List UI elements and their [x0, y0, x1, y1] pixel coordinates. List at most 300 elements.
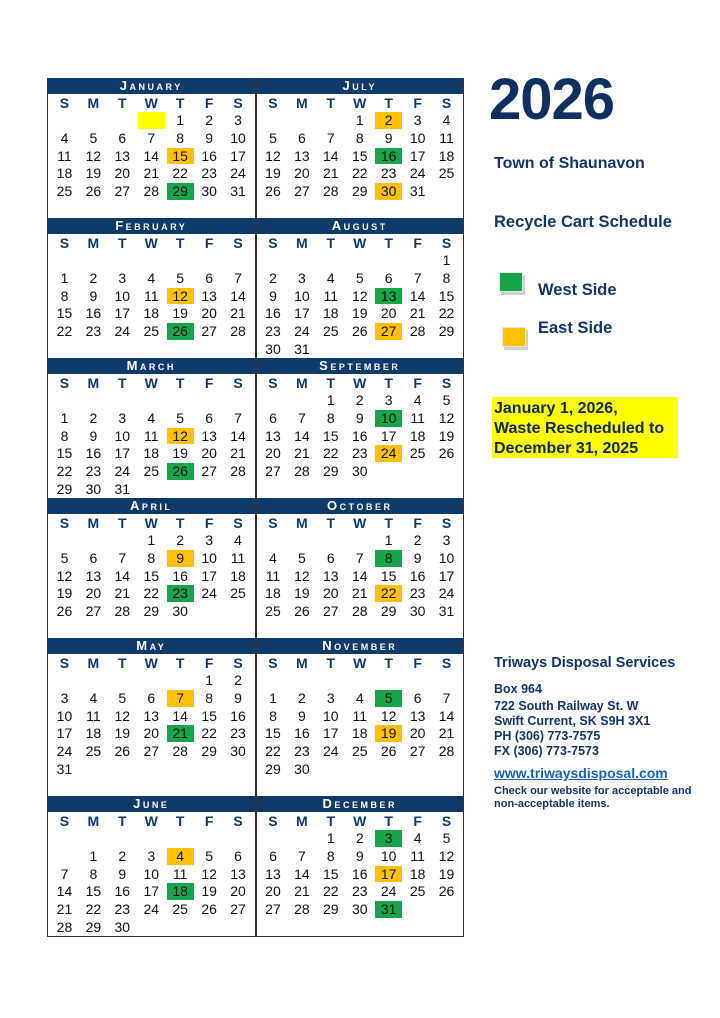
empty-cell: [51, 830, 78, 847]
empty-cell: [288, 112, 315, 129]
weekday-header: S: [268, 235, 278, 251]
day-cell: 15: [380, 567, 397, 584]
day-cell: 17: [114, 445, 131, 462]
weekday-header: S: [268, 375, 278, 391]
day-cell: 6: [413, 689, 422, 706]
day-cell: 6: [384, 269, 393, 286]
day-cell: 30: [409, 602, 426, 619]
weekday-header: T: [384, 655, 393, 671]
empty-cell: [288, 672, 315, 689]
day-cell: 21: [351, 585, 368, 602]
weekday-header: T: [175, 515, 185, 531]
month-june: [48, 796, 257, 936]
month-row: [48, 218, 463, 358]
day-cell: 23: [85, 322, 102, 339]
day-cell: 25: [265, 602, 281, 619]
day-cell-west-pickup: 8: [375, 550, 402, 567]
day-cell: 5: [89, 129, 98, 146]
day-cell: 13: [201, 427, 217, 444]
day-cell: 13: [265, 427, 281, 444]
weekday-header: W: [144, 95, 158, 111]
day-cell: 29: [201, 742, 217, 759]
weekday-header: S: [441, 655, 452, 671]
day-cell: 8: [442, 269, 451, 286]
day-cell-west-pickup: 26: [167, 463, 194, 480]
day-cell: 27: [409, 742, 426, 759]
month-name: February: [48, 218, 255, 234]
day-cell: 17: [230, 147, 246, 164]
day-cell: 14: [230, 287, 246, 304]
day-cell: 4: [89, 689, 98, 706]
empty-cell: [109, 392, 136, 409]
month-name: December: [257, 796, 464, 812]
day-cell: 7: [297, 847, 306, 864]
day-cell: 3: [60, 689, 69, 706]
day-cell-east-pickup: 15: [167, 148, 194, 165]
empty-cell: [260, 532, 287, 549]
day-cell: 21: [438, 725, 455, 742]
day-cell: 25: [409, 883, 426, 900]
empty-cell: [80, 392, 107, 409]
day-cell: 18: [143, 445, 160, 462]
day-cell: 3: [118, 269, 127, 286]
reschedule-notice: [492, 397, 678, 458]
weekday-header: T: [326, 235, 336, 251]
day-cell: 4: [413, 830, 422, 847]
day-cell: 18: [323, 305, 339, 322]
day-cell: 16: [351, 427, 368, 444]
day-cell: 23: [380, 165, 397, 182]
month-march: [48, 358, 257, 498]
day-cell: 9: [89, 427, 98, 444]
day-cell: 26: [85, 182, 102, 199]
day-cell: 28: [323, 182, 339, 199]
day-cell: 18: [230, 567, 246, 584]
day-cell: 3: [413, 112, 422, 129]
day-cell: 14: [172, 707, 188, 724]
day-cell-west-pickup: 18: [167, 883, 194, 900]
weekday-header: M: [87, 515, 100, 531]
day-cell: 1: [355, 112, 364, 129]
day-cell: 7: [355, 549, 364, 566]
day-cell: 9: [384, 129, 393, 146]
month-row: [48, 358, 463, 498]
day-cell: 8: [205, 689, 213, 706]
company-name: Triways Disposal Services: [494, 655, 676, 671]
month-row: [48, 796, 463, 936]
weekday-header: M: [87, 813, 100, 829]
day-cell: 1: [60, 269, 69, 286]
day-cell: 4: [234, 532, 242, 549]
day-cell: 19: [114, 725, 131, 742]
day-cell: 2: [413, 532, 422, 549]
day-cell: 2: [89, 269, 98, 286]
empty-cell: [196, 252, 223, 269]
day-cell: 3: [205, 532, 213, 549]
day-cell: 31: [409, 182, 426, 199]
month-grid: [257, 374, 464, 498]
day-cell: 6: [297, 129, 306, 146]
empty-cell: [225, 392, 252, 409]
day-cell: 22: [265, 742, 281, 759]
empty-cell: [317, 112, 344, 129]
day-cell: 10: [294, 287, 310, 304]
day-cell-west-pickup: 23: [167, 585, 194, 602]
empty-cell: [225, 830, 252, 847]
day-cell: 20: [85, 585, 102, 602]
day-cell: 27: [230, 900, 246, 917]
day-cell: 14: [438, 707, 455, 724]
day-cell: 30: [294, 760, 310, 777]
weekday-header: S: [233, 655, 243, 671]
day-cell: 24: [438, 585, 455, 602]
company-box: Box 964: [494, 682, 542, 696]
day-cell: 4: [442, 112, 451, 129]
day-cell-east-pickup: 12: [167, 428, 194, 445]
weekday-header: T: [175, 813, 185, 829]
day-cell: 7: [234, 409, 242, 426]
day-cell: 11: [439, 129, 454, 146]
day-cell: 28: [294, 900, 310, 917]
day-cell: 5: [355, 269, 364, 286]
day-cell: 26: [201, 900, 217, 917]
day-cell: 4: [60, 129, 69, 146]
weekday-header: S: [59, 235, 70, 251]
day-cell: 23: [85, 462, 102, 479]
day-cell: 1: [205, 672, 213, 689]
day-cell: 11: [352, 707, 368, 724]
day-cell: 17: [201, 567, 217, 584]
weekday-header: W: [144, 375, 158, 391]
empty-cell: [404, 252, 431, 269]
day-cell: 19: [172, 445, 188, 462]
day-cell: 27: [201, 462, 217, 479]
day-cell: 5: [176, 409, 185, 426]
month-december: [257, 796, 464, 936]
day-cell: 1: [326, 392, 335, 409]
west-side-swatch: [499, 272, 523, 292]
day-cell: 20: [265, 883, 281, 900]
day-cell: 11: [410, 847, 425, 864]
day-cell: 22: [143, 585, 160, 602]
weekday-header: F: [204, 515, 214, 531]
day-cell: 22: [351, 165, 368, 182]
day-cell: 26: [380, 742, 397, 759]
day-cell: 28: [230, 462, 246, 479]
month-name: June: [48, 796, 255, 812]
day-cell: 8: [326, 847, 335, 864]
day-cell: 10: [201, 549, 217, 566]
day-cell: 10: [114, 427, 131, 444]
empty-cell: [288, 392, 315, 409]
empty-cell: [288, 532, 315, 549]
day-cell: 19: [351, 305, 368, 322]
weekday-header: W: [144, 235, 158, 251]
day-cell: 20: [201, 305, 217, 322]
day-cell: 9: [297, 707, 306, 724]
weekday-header: F: [413, 655, 422, 671]
day-cell: 13: [323, 567, 339, 584]
day-cell: 30: [230, 742, 246, 759]
empty-cell: [196, 392, 223, 409]
day-cell: 29: [351, 182, 368, 199]
day-cell: 16: [230, 707, 246, 724]
day-cell: 10: [409, 129, 426, 146]
day-cell: 7: [413, 269, 422, 286]
day-cell: 19: [85, 165, 102, 182]
day-cell: 19: [294, 585, 310, 602]
empty-cell: [109, 830, 136, 847]
empty-cell: [375, 672, 402, 689]
day-cell: 16: [294, 725, 310, 742]
weekday-header: F: [413, 235, 422, 251]
empty-cell: [260, 112, 287, 129]
day-cell: 11: [230, 549, 246, 566]
day-cell: 18: [85, 725, 102, 742]
day-cell: 13: [85, 567, 102, 584]
day-cell: 14: [294, 427, 310, 444]
month-grid: [48, 654, 255, 796]
weekday-header: W: [144, 655, 158, 671]
weekday-header: F: [413, 813, 422, 829]
weekday-header: W: [144, 515, 158, 531]
day-cell: 1: [326, 830, 335, 847]
weekday-header: T: [118, 95, 127, 111]
day-cell: 11: [323, 287, 339, 304]
day-cell: 6: [234, 847, 242, 864]
day-cell: 27: [265, 462, 281, 479]
day-cell-west-pickup: 29: [167, 183, 194, 200]
day-cell: 17: [294, 305, 310, 322]
weekday-header: F: [204, 375, 214, 391]
weekday-header: T: [175, 95, 185, 111]
weekday-header: M: [296, 655, 308, 671]
day-cell: 12: [114, 707, 131, 724]
day-cell: 18: [265, 585, 281, 602]
day-cell: 11: [143, 427, 159, 444]
day-cell: 15: [323, 865, 339, 882]
day-cell: 30: [351, 462, 368, 479]
day-cell: 29: [265, 760, 281, 777]
day-cell: 28: [294, 462, 310, 479]
day-cell: 25: [172, 900, 188, 917]
empty-cell: [109, 252, 136, 269]
day-cell: 3: [147, 847, 156, 864]
weekday-header: S: [59, 813, 70, 829]
day-cell: 16: [409, 567, 426, 584]
day-cell: 16: [85, 305, 102, 322]
day-cell: 21: [323, 165, 339, 182]
day-cell: 2: [205, 112, 213, 129]
day-cell: 4: [413, 392, 422, 409]
day-cell: 16: [172, 567, 188, 584]
empty-cell: [225, 252, 252, 269]
day-cell: 28: [438, 742, 455, 759]
day-cell-east-pickup: 19: [375, 725, 402, 742]
month-february: [48, 218, 257, 358]
day-cell: 12: [294, 567, 310, 584]
rescheduled-cell: [138, 112, 165, 129]
day-cell: 20: [294, 165, 310, 182]
day-cell: 9: [269, 287, 277, 304]
company-fax: FX (306) 773-7573: [494, 744, 599, 758]
day-cell: 2: [355, 830, 364, 847]
weekday-header: T: [118, 235, 127, 251]
month-name: September: [257, 358, 464, 374]
day-cell: 3: [118, 409, 127, 426]
month-grid: [257, 94, 464, 218]
day-cell: 6: [269, 847, 277, 864]
day-cell: 11: [143, 287, 159, 304]
day-cell: 28: [143, 182, 160, 199]
day-cell: 30: [114, 918, 131, 935]
day-cell: 11: [410, 409, 425, 426]
day-cell: 24: [201, 585, 217, 602]
day-cell: 26: [114, 742, 131, 759]
day-cell: 20: [265, 445, 281, 462]
weekday-header: S: [441, 95, 452, 111]
day-cell-west-pickup: 26: [167, 323, 194, 340]
day-cell: 2: [89, 409, 98, 426]
day-cell: 2: [269, 269, 277, 286]
day-cell: 26: [265, 182, 281, 199]
weekday-header: T: [118, 375, 127, 391]
day-cell: 21: [230, 445, 246, 462]
empty-cell: [288, 830, 315, 847]
empty-cell: [167, 672, 194, 689]
day-cell-east-pickup: 4: [167, 848, 194, 865]
day-cell: 27: [201, 322, 217, 339]
month-row: [48, 498, 463, 638]
month-may: [48, 638, 257, 796]
month-grid: [257, 812, 464, 936]
day-cell: 30: [265, 340, 281, 357]
year-title: 2026: [489, 67, 615, 132]
weekday-header: S: [268, 515, 278, 531]
empty-cell: [196, 830, 223, 847]
schedule-title: Recycle Cart Schedule: [494, 213, 672, 231]
day-cell: 31: [230, 182, 246, 199]
day-cell: 23: [230, 725, 246, 742]
day-cell: 2: [234, 672, 242, 689]
day-cell: 20: [230, 883, 246, 900]
weekday-header: M: [296, 95, 308, 111]
empty-cell: [51, 112, 78, 129]
month-name: July: [257, 78, 464, 94]
day-cell: 29: [85, 918, 102, 935]
month-grid: [257, 654, 464, 796]
day-cell: 1: [147, 532, 156, 549]
day-cell: 12: [438, 409, 455, 426]
day-cell: 8: [269, 707, 277, 724]
day-cell: 20: [380, 305, 397, 322]
month-grid: [48, 374, 255, 498]
day-cell: 14: [351, 567, 368, 584]
empty-cell: [167, 252, 194, 269]
day-cell: 25: [56, 182, 73, 199]
day-cell: 5: [205, 847, 213, 864]
empty-cell: [138, 830, 165, 847]
day-cell: 11: [86, 707, 101, 724]
empty-cell: [109, 672, 136, 689]
empty-cell: [138, 672, 165, 689]
day-cell: 20: [114, 165, 131, 182]
day-cell: 6: [147, 689, 156, 706]
day-cell: 3: [326, 689, 335, 706]
weekday-header: F: [413, 375, 422, 391]
day-cell: 16: [85, 445, 102, 462]
day-cell: 8: [355, 129, 364, 146]
day-cell: 24: [114, 322, 131, 339]
day-cell: 27: [323, 602, 339, 619]
month-row: [48, 638, 463, 796]
day-cell: 23: [294, 742, 310, 759]
day-cell: 29: [323, 900, 339, 917]
weekday-header: F: [413, 515, 422, 531]
empty-cell: [260, 830, 287, 847]
day-cell: 12: [56, 567, 73, 584]
weekday-header: F: [204, 655, 214, 671]
day-cell: 6: [205, 409, 213, 426]
day-cell: 20: [143, 725, 160, 742]
day-cell: 15: [85, 883, 102, 900]
day-cell: 3: [297, 269, 306, 286]
day-cell: 19: [438, 427, 455, 444]
month-november: [257, 638, 464, 796]
empty-cell: [109, 532, 136, 549]
day-cell: 19: [201, 883, 217, 900]
day-cell: 27: [143, 742, 160, 759]
day-cell: 23: [409, 585, 426, 602]
day-cell: 23: [351, 445, 368, 462]
day-cell: 28: [409, 322, 426, 339]
day-cell: 21: [409, 305, 426, 322]
day-cell: 31: [438, 602, 455, 619]
website-link[interactable]: www.triwaysdisposal.com: [494, 765, 668, 781]
day-cell: 21: [294, 445, 310, 462]
day-cell: 13: [294, 147, 310, 164]
weekday-header: W: [353, 655, 367, 671]
day-cell: 29: [56, 480, 73, 497]
day-cell: 29: [143, 602, 160, 619]
day-cell: 17: [143, 883, 160, 900]
day-cell: 2: [355, 392, 364, 409]
month-name: January: [48, 78, 255, 94]
day-cell: 13: [230, 865, 246, 882]
month-name: May: [48, 638, 255, 654]
day-cell: 20: [323, 585, 339, 602]
day-cell: 5: [176, 269, 185, 286]
calendar: [47, 78, 464, 937]
weekday-header: S: [233, 95, 243, 111]
day-cell: 29: [323, 462, 339, 479]
day-cell: 16: [114, 883, 131, 900]
legend-east: East Side: [538, 319, 613, 337]
weekday-header: M: [296, 235, 308, 251]
day-cell: 18: [438, 147, 455, 164]
town-name: Town of Shaunavon: [494, 155, 645, 172]
day-cell-east-pickup: 9: [167, 550, 194, 567]
weekday-header: M: [296, 813, 308, 829]
empty-cell: [317, 532, 344, 549]
weekday-header: S: [59, 375, 70, 391]
weekday-header: W: [144, 813, 158, 829]
weekday-header: T: [384, 375, 393, 391]
day-cell: 10: [438, 549, 455, 566]
day-cell: 25: [85, 742, 102, 759]
weekday-header: S: [59, 95, 70, 111]
day-cell: 3: [384, 392, 393, 409]
